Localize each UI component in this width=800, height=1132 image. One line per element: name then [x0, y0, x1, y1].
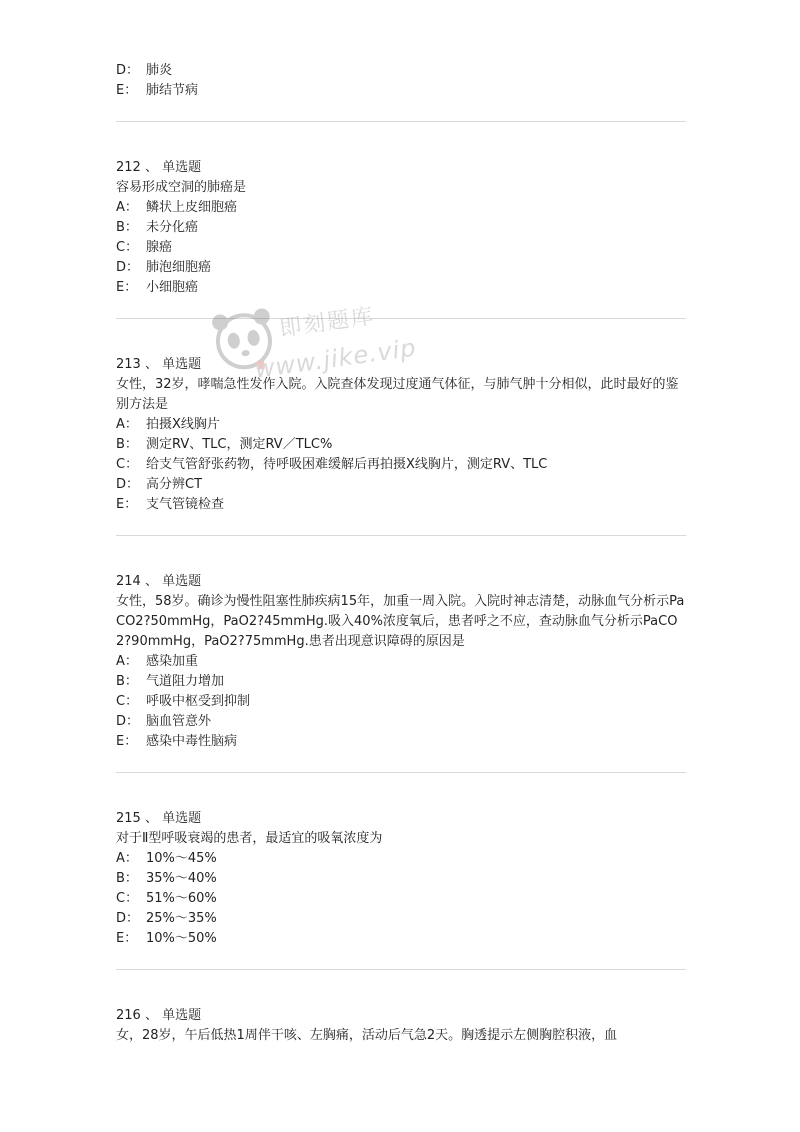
question-stem: 对于Ⅱ型呼吸衰竭的患者，最适宜的吸氧浓度为 — [116, 831, 383, 846]
option-c: C： 呼吸中枢受到抑制 — [116, 694, 251, 709]
question-stem: 女性，58岁。确诊为慢性阻塞性肺疾病15年，加重一周入院。入院时神志清楚，动脉血气分析示PaCO2?50mmHg，PaO2?45mmHg.吸入40%浓度氧后，患者呼之不应，查动脉血气分析示PaCO2?90mmHg，PaO2?75mmHg.患者出现意识障碍的原因是 — [116, 594, 685, 649]
option-e: E： 感染中毒性脑病 — [116, 734, 238, 749]
question-stem: 女性，32岁，哮喘急性发作入院。入院查体发现过度通气体征，与肺气肿十分相似，此时最好的鉴别方法是 — [116, 377, 679, 412]
question-215 — [116, 809, 686, 949]
option-b: B： 气道阻力增加 — [116, 674, 225, 689]
option-e: E： 小细胞癌 — [116, 280, 199, 295]
question-214 — [116, 572, 686, 752]
document-page — [116, 0, 686, 1046]
option-d: D： 脑血管意外 — [116, 714, 212, 729]
option-d: D： 25%～35% — [116, 911, 217, 926]
option-c: C： 给支气管舒张药物，待呼吸困难缓解后再拍摄X线胸片，测定RV、TLC — [116, 457, 548, 472]
divider — [116, 772, 686, 773]
option-a: A： 鳞状上皮细胞癌 — [116, 200, 238, 215]
question-stem: 容易形成空洞的肺癌是 — [116, 180, 247, 195]
question-216 — [116, 1006, 686, 1046]
question-header: 216 、 单选题 — [116, 1008, 202, 1023]
watermark-url: www.jike.vip — [253, 333, 419, 384]
question-212 — [116, 158, 686, 298]
divider — [116, 969, 686, 970]
divider — [116, 535, 686, 536]
question-header: 213 、 单选题 — [116, 357, 202, 372]
option-a: A： 感染加重 — [116, 654, 199, 669]
divider — [116, 318, 686, 319]
option-e: E： 肺结节病 — [116, 83, 199, 98]
option-d: D： 肺炎 — [116, 63, 173, 78]
question-header: 215 、 单选题 — [116, 811, 202, 826]
option-a: A： 拍摄X线胸片 — [116, 417, 220, 432]
option-e: E： 支气管镜检查 — [116, 497, 225, 512]
question-213 — [116, 355, 686, 515]
previous-question-tail — [116, 61, 686, 101]
question-header: 212 、 单选题 — [116, 160, 202, 175]
question-stem: 女，28岁，午后低热1周伴干咳、左胸痛，活动后气急2天。胸透提示左侧胸腔积液，血 — [116, 1028, 618, 1043]
option-b: B： 未分化癌 — [116, 220, 199, 235]
option-c: C： 51%～60% — [116, 891, 217, 906]
option-b: B： 35%～40% — [116, 871, 217, 886]
question-header: 214 、 单选题 — [116, 574, 202, 589]
option-b: B： 测定RV、TLC，测定RV／TLC% — [116, 437, 333, 452]
option-a: A： 10%～45% — [116, 851, 217, 866]
watermark-title: 即刻题库 — [277, 303, 377, 343]
option-d: D： 肺泡细胞癌 — [116, 260, 212, 275]
divider — [116, 121, 686, 122]
option-c: C： 腺癌 — [116, 240, 173, 255]
option-e: E： 10%～50% — [116, 931, 217, 946]
option-d: D： 高分辨CT — [116, 477, 203, 492]
